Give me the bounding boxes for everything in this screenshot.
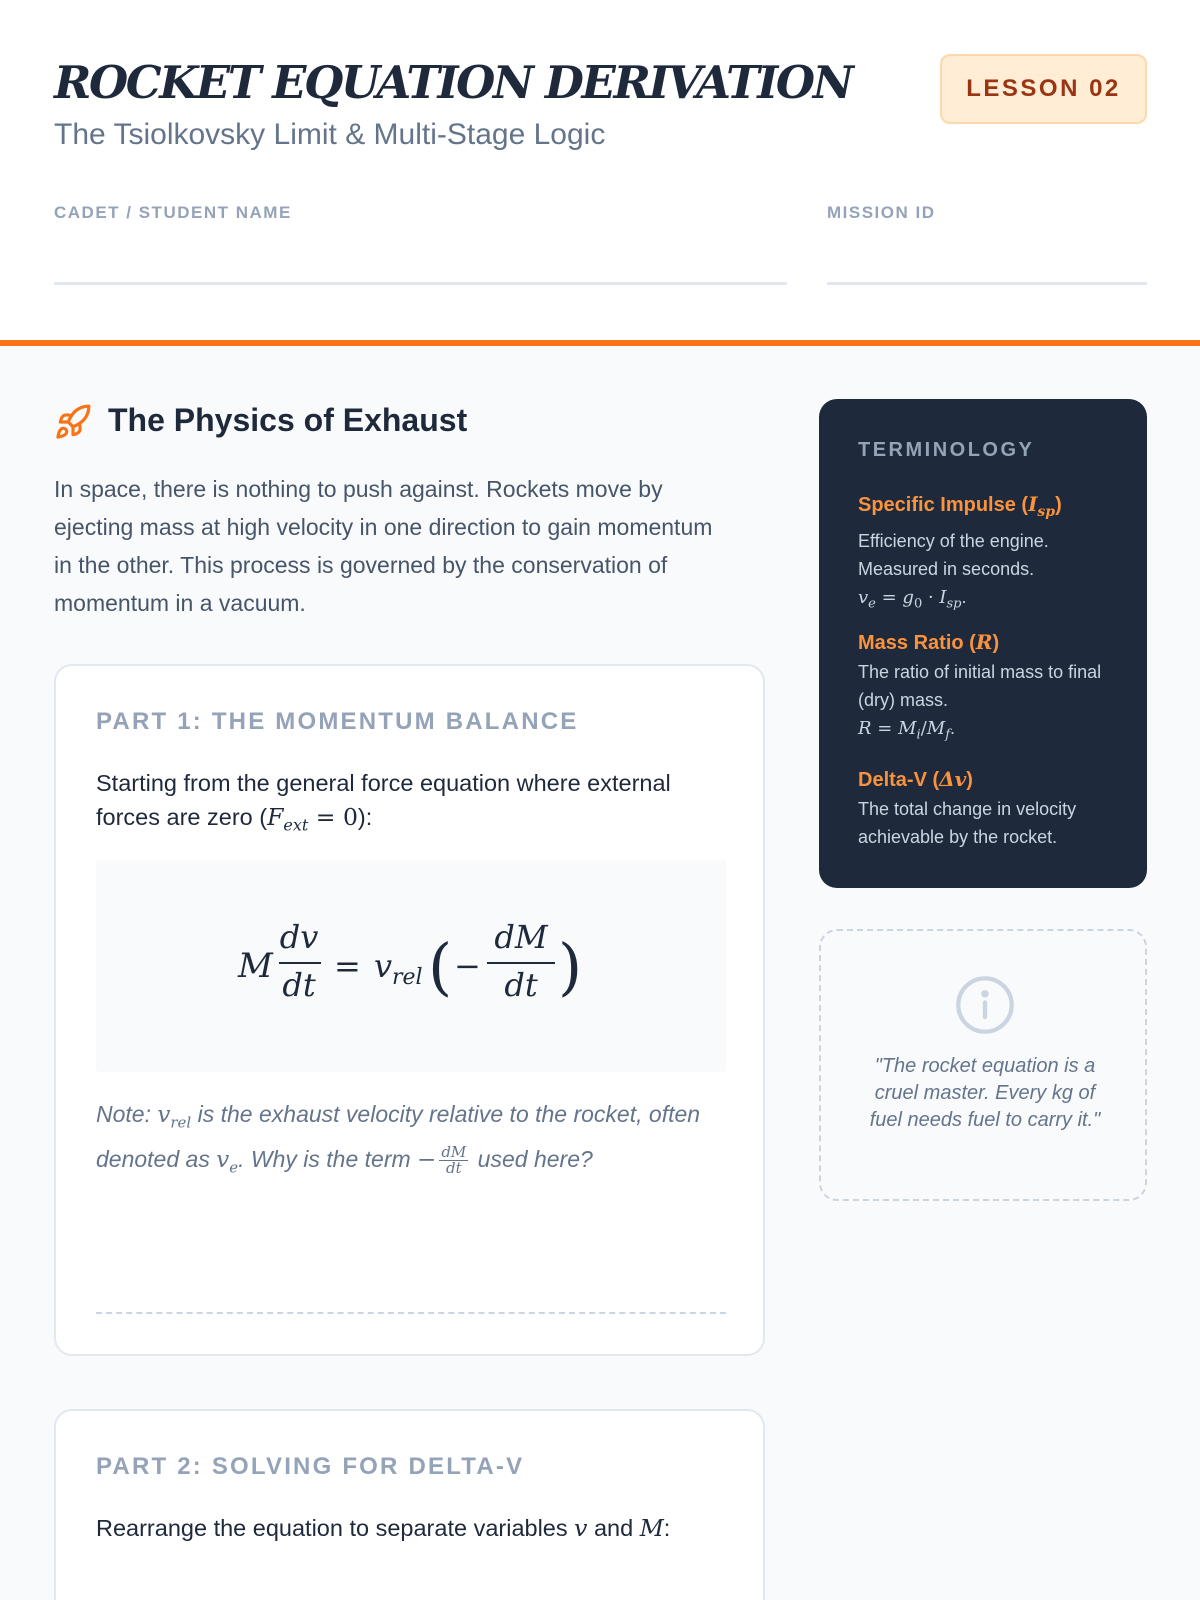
eq-paren-open: (: [428, 930, 453, 1003]
eq-lhs-numerator: dv: [279, 918, 319, 956]
part1-title: PART 1: THE MOMENTUM BALANCE: [96, 708, 579, 735]
part1-note: Note: $v_{rel}$ is the exhaust velocity relative to the rocket, often denoted as $v_e$. Why is the term − $\frac{dM}{dt}$ used here?: [96, 1101, 701, 1178]
term-mass-ratio: [858, 627, 1118, 750]
section-title: The Physics of Exhaust: [108, 402, 468, 438]
eq-minus: −: [454, 947, 481, 985]
part2-title: PART 2: SOLVING FOR DELTA-V: [96, 1453, 525, 1480]
eq-v-symbol: v: [374, 947, 393, 985]
term-mass-ratio-name: Mass Ratio (R): [858, 630, 1000, 654]
term-isp-formula: $v_e = g_0 \cdot I_{sp}$.: [858, 587, 967, 612]
term-mass-ratio-desc: The ratio of initial mass to final (dry) mass.: [858, 662, 1102, 710]
lesson-badge: LESSON 02: [940, 54, 1147, 124]
eq-equals: =: [334, 947, 361, 985]
term-delta-v-desc: The total change in velocity achievable by the rocket.: [858, 799, 1077, 847]
equation-box: [96, 860, 726, 1072]
eq-rhs-denominator: dt: [504, 966, 538, 1004]
term-specific-impulse: [858, 489, 1118, 619]
page-subtitle: The Tsiolkovsky Limit & Multi-Stage Logic: [54, 118, 606, 151]
info-icon: [953, 973, 1017, 1037]
part1-text: Starting from the general force equation where external forces are zero $(F_{ext} = 0)$:: [96, 770, 671, 835]
quote-box: [819, 929, 1147, 1201]
part1-answer-line[interactable]: [96, 1312, 726, 1314]
eq-paren-close: ): [558, 930, 583, 1003]
note-fraction: $\frac{dM}{dt}$: [441, 1143, 467, 1178]
term-delta-v-name: Delta-V (Δv): [858, 767, 973, 791]
terminology-heading: TERMINOLOGY: [858, 439, 1035, 461]
term-delta-v: [858, 764, 1118, 851]
page-title: ROCKET EQUATION DERIVATION: [54, 56, 852, 109]
part2-card: [54, 1409, 765, 1600]
momentum-equation: [96, 860, 726, 1072]
terminology-panel: [819, 399, 1147, 888]
eq-rhs-numerator: dM: [494, 918, 548, 956]
part1-card: [54, 664, 765, 1356]
student-name-field[interactable]: [54, 282, 787, 285]
eq-v-subscript: rel: [392, 965, 423, 990]
rocket-icon: [54, 403, 92, 441]
term-isp-name: Specific Impulse $(I_{sp})$: [858, 492, 1062, 520]
eq-lhs-denominator: dt: [282, 966, 316, 1004]
mission-id-field[interactable]: [827, 282, 1147, 285]
section-intro: In space, there is nothing to push against. Rockets move by ejecting mass at high velocity in one direction to gain momentum in the other. This process is governed by the conservation of momentum in a vacuum.: [54, 476, 713, 616]
term-isp-desc: Efficiency of the engine. Measured in seconds.: [858, 531, 1049, 579]
term-mass-ratio-formula: $R = M_i/M_f$.: [858, 718, 956, 743]
quote-text: "The rocket equation is a cruel master. Every kg of fuel needs fuel to carry it.": [869, 1055, 1101, 1131]
eq-lhs-symbol: M: [238, 946, 273, 986]
page-header: [0, 0, 1200, 346]
mission-id-label: MISSION ID: [827, 203, 936, 222]
part2-text: Rearrange the equation to separate variables v and M:: [96, 1514, 671, 1542]
student-name-label: CADET / STUDENT NAME: [54, 203, 292, 222]
